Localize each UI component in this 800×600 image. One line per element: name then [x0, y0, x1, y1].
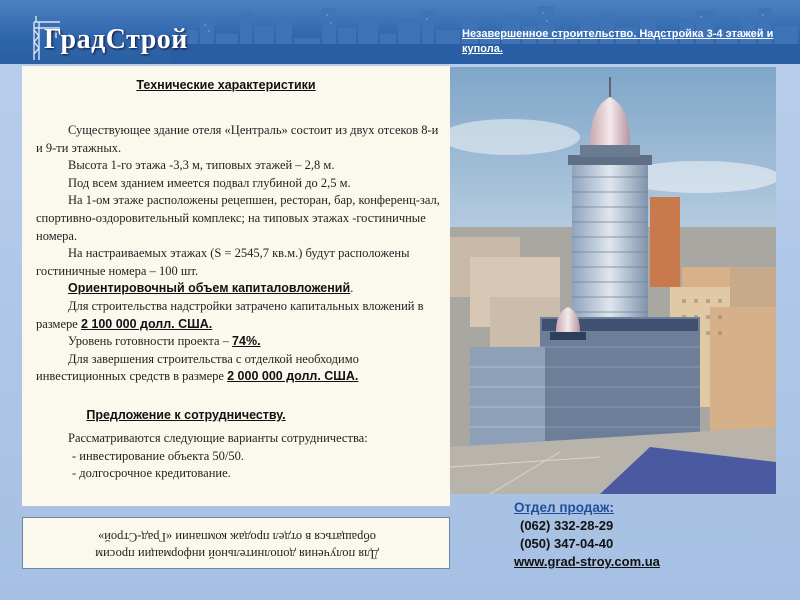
capex-line	[36, 280, 446, 298]
capex-text: Для строительства надстройки затрачено капитальных вложений в размере	[36, 298, 424, 331]
specs-paragraph: На 1-ом этаже расположены рецепшен, ресторан, бар, конференц-зал, спортивно-оздоровительный комплекс; на типовых этажах -гостиничные номера.	[36, 193, 440, 243]
offer-intro: Рассматриваются следующие варианты сотрудничества:	[68, 431, 368, 445]
contact-note-box	[22, 517, 450, 569]
logo-text: ГрадСтрой	[44, 24, 188, 55]
note-line: Для получения дополнительной информации просим	[95, 547, 379, 561]
specs-paragraph: На настраиваемых этажах (S = 2545,7 кв.м.) будут расположены гостиничные номера – 100 шт.	[36, 246, 410, 278]
specs-paragraph: Под всем зданием имеется подвал глубиной до 2,5 м.	[68, 175, 351, 190]
specs-paragraph	[36, 333, 446, 351]
sales-title: Отдел продаж:	[514, 500, 614, 515]
specs-paragraph	[36, 351, 446, 386]
phone-number[interactable]: (050) 347-04-40	[520, 536, 614, 551]
offer-option: - долгосрочное кредитование.	[72, 466, 231, 481]
specs-heading: Технические характеристики	[136, 78, 316, 92]
specs-paragraph: Существующее здание отеля «Централь» состоит из двух отсеков 8-и и 9-ти этажных.	[36, 123, 439, 155]
specs-paragraph	[36, 298, 446, 333]
specs-paragraph: Высота 1-го этажа -3,3 м, типовых этажей – 2,8 м.	[68, 158, 335, 173]
company-logo[interactable]	[14, 10, 188, 58]
website-link[interactable]: www.grad-stroy.com.ua	[514, 554, 660, 569]
header-banner	[0, 0, 800, 68]
capex-dot: .	[350, 281, 354, 296]
offer-body	[36, 430, 446, 483]
phone-number[interactable]: (062) 332-28-29	[520, 518, 614, 533]
required-investment-text: Для завершения строительства с отделкой необходимо инвестиционных средств в размере	[36, 351, 359, 384]
building-rendering	[450, 67, 776, 494]
capex-heading: Ориентировочный объем капиталовложений	[68, 281, 351, 296]
sales-contacts	[514, 499, 764, 571]
required-investment-amount: 2 000 000 долл. США.	[227, 369, 359, 384]
project-title[interactable]: Незавершенное строительство. Надстройка 3-4 этажей и купола.	[462, 28, 774, 55]
offer-heading: Предложение к сотрудничеству.	[86, 408, 286, 422]
readiness-value: 74%.	[232, 334, 261, 349]
capex-amount: 2 100 000 долл. США.	[80, 316, 213, 331]
note-line: обращаться в отдел продаж компании «Град-Строй»	[97, 530, 377, 544]
contact-note-rotated	[23, 518, 451, 570]
specifications-box	[22, 66, 450, 506]
readiness-text: Уровень готовности проекта –	[68, 334, 233, 349]
specs-body	[36, 122, 446, 386]
offer-option: - инвестирование объекта 50/50.	[72, 448, 244, 463]
